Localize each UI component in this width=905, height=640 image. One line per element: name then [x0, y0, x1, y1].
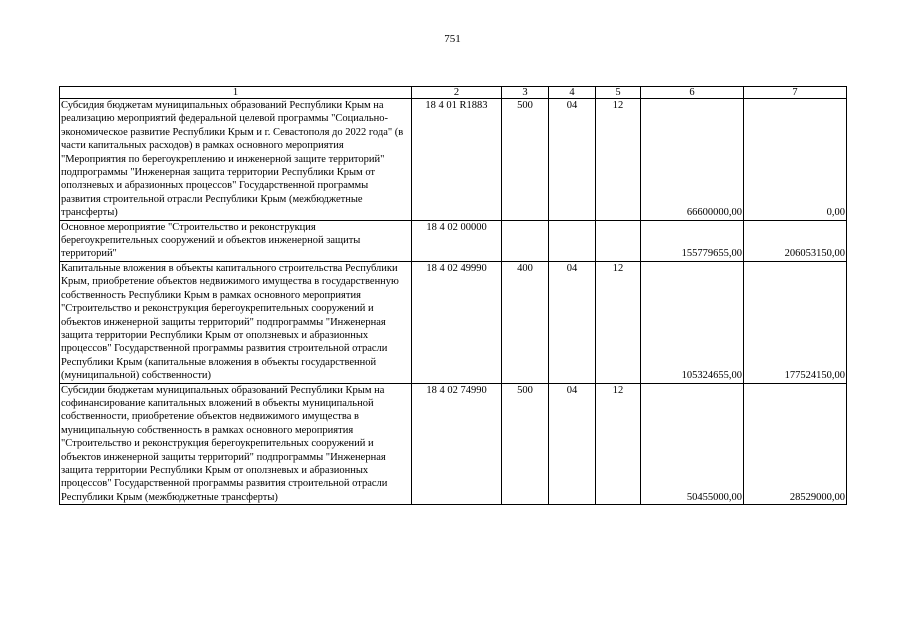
column-3-cell: 400 — [502, 261, 549, 383]
target-code-cell: 18 4 02 49990 — [412, 261, 502, 383]
item-name-cell: Капитальные вложения в объекты капитального строительства Республики Крым, приобретение объектов недвижимого имущества в государственную собственность Республики Крым в рамках основного мероприятия "Строительство и реконструкция берегоукрепительных сооружений и объектов инженерной защиты территорий" подпрограммы "Инженерная защита территории Республики Крым от оползневых и абразионных процессов" Государственной программы развития строительной отрасли Республики Крым (капитальные вложения в объекты государственной (муниципальной) собственности) — [60, 261, 412, 383]
column-4-cell — [549, 220, 596, 261]
column-5-cell — [596, 220, 641, 261]
column-3-cell — [502, 220, 549, 261]
column-5-cell: 12 — [596, 383, 641, 505]
item-name-cell: Субсидии бюджетам муниципальных образований Республики Крым на софинансирование капитальных вложений в объекты муниципальной собственности, приобретение объектов недвижимого имущества в муниципальную собственность в рамках основного мероприятия "Строительство и реконструкция берегоукрепительных сооружений и объектов инженерной защиты территорий" подпрограммы "Инженерная защита территории Республики Крым от оползневых и абразионных процессов" Государственной программы развития строительной отрасли Республики Крым (межбюджетные трансферты) — [60, 383, 412, 505]
amount-column-6-cell: 155779655,00 — [641, 220, 744, 261]
amount-column-7-cell: 0,00 — [744, 99, 847, 221]
budget-table — [59, 86, 847, 505]
header-cell: 1 — [60, 87, 412, 99]
amount-column-7-cell: 177524150,00 — [744, 261, 847, 383]
target-code-cell: 18 4 01 R1883 — [412, 99, 502, 221]
table-row — [60, 261, 847, 383]
column-5-cell: 12 — [596, 261, 641, 383]
table-row — [60, 383, 847, 505]
column-3-cell: 500 — [502, 99, 549, 221]
header-cell: 5 — [596, 87, 641, 99]
page-number: 751 — [444, 33, 461, 45]
column-4-cell: 04 — [549, 99, 596, 221]
column-5-cell: 12 — [596, 99, 641, 221]
item-name-cell: Основное мероприятие "Строительство и реконструкция берегоукрепительных сооружений и объектов инженерной защиты территорий" — [60, 220, 412, 261]
column-4-cell: 04 — [549, 261, 596, 383]
amount-column-7-cell: 28529000,00 — [744, 383, 847, 505]
amount-column-6-cell: 105324655,00 — [641, 261, 744, 383]
amount-column-7-cell: 206053150,00 — [744, 220, 847, 261]
item-name-cell: Субсидия бюджетам муниципальных образований Республики Крым на реализацию мероприятий федеральной целевой программы "Социально-экономическое развитие Республики Крым и г. Севастополя до 2022 года" (в части капитальных расходов) в рамках основного мероприятия "Мероприятия по берегоукреплению и инженерной защите территорий" подпрограммы "Инженерная защита территории Республики Крым от оползневых и абразионных процессов" Государственной программы развития строительной отрасли Республики Крым (межбюджетные трансферты) — [60, 99, 412, 221]
header-row — [60, 87, 847, 99]
column-4-cell: 04 — [549, 383, 596, 505]
column-3-cell: 500 — [502, 383, 549, 505]
target-code-cell: 18 4 02 00000 — [412, 220, 502, 261]
target-code-cell: 18 4 02 74990 — [412, 383, 502, 505]
header-cell: 3 — [502, 87, 549, 99]
header-cell: 2 — [412, 87, 502, 99]
table-row — [60, 99, 847, 221]
amount-column-6-cell: 66600000,00 — [641, 99, 744, 221]
amount-column-6-cell: 50455000,00 — [641, 383, 744, 505]
header-cell: 7 — [744, 87, 847, 99]
table-row — [60, 220, 847, 261]
header-cell: 6 — [641, 87, 744, 99]
header-cell: 4 — [549, 87, 596, 99]
